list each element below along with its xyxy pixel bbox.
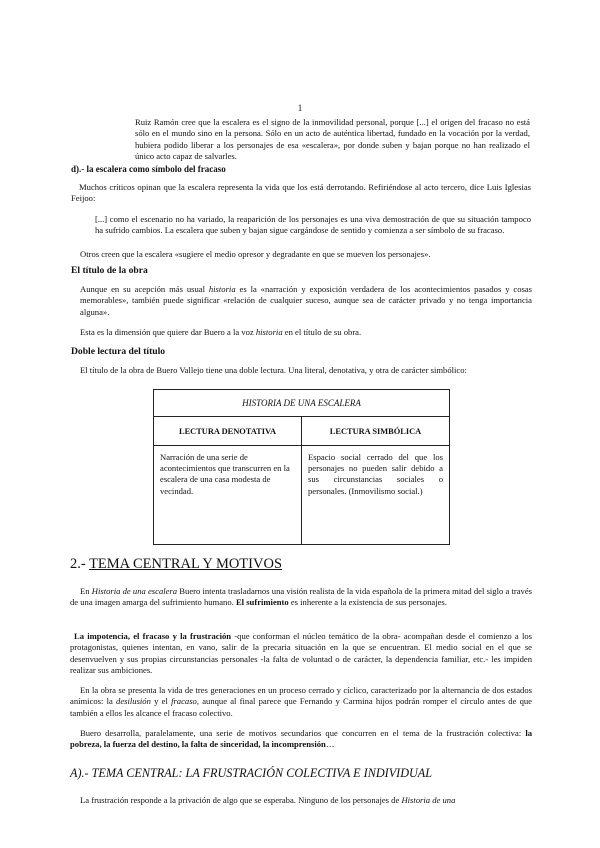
page-number: 1 <box>297 103 303 113</box>
section-heading-tema-central: 2.- TEMA CENTRAL Y MOTIVOS <box>70 556 283 572</box>
paragraph-otros: Otros creen que la escalera «sugiere el medio opresor y degradante en que se mueven los personajes». <box>80 249 431 259</box>
paragraph-generaciones: En la obra se presenta la vida de tres generaciones en un proceso cerrado y cíclico, caracterizado por la alternancia de dos estados anímicos: la desilusión y el fracaso, aunque al final parece que Fernando y Carmina hijos podrán romper el círculo antes de que también a ellos les alcance el fracaso colectivo. <box>70 685 532 718</box>
table-header-denotativa: LECTURA DENOTATIVA <box>154 417 302 446</box>
reading-table <box>153 389 450 545</box>
heading-doble-lectura: Doble lectura del título <box>71 346 166 357</box>
paragraph-dimension: Esta es la dimensión que quiere dar Buero a la voz historia en el título de su obra. <box>80 327 362 337</box>
paragraph-frustracion: La frustración responde a la privación de algo que se esperaba. Ninguno de los personajes de Historia de una <box>80 795 456 805</box>
quote-ruiz-ramon: Ruiz Ramón cree que la escalera es el signo de la inmovilidad personal, porque [...] el origen del fracaso no está sólo en el mundo sino en la persona. Sólo en un acto de auténtica libertad, fundado en la vocación por la verdad, hubiera podido liberar a los personajes de esa «escalera», por donde suben y bajan porque no han realizado el único acto capaz de salvarles. <box>135 117 530 162</box>
paragraph-motivos: Buero desarrolla, paralelamente, una serie de motivos secundarios que concurren en el tema de la frustración colectiva: la pobreza, la fuerza del destino, la falta de sinceridad, la incomprensión… <box>70 728 532 750</box>
heading-titulo-obra: El título de la obra <box>71 265 148 276</box>
subsection-heading-frustracion: A).- TEMA CENTRAL: LA FRUSTRACIÓN COLECTIVA E INDIVIDUAL <box>70 766 433 780</box>
heading-escalera-simbolo: d).- la escalera como símbolo del fracaso <box>71 164 226 174</box>
table-cell-simbolica: Espacio social cerrado del que los personajes no pueden salir debido a sus circunstancias sociales o personales. (Inmovilismo social.) <box>302 446 450 545</box>
table-cell-denotativa: Narración de una serie de acontecimientos que transcurren en la escalera de una casa modesta de vecindad. <box>154 446 302 545</box>
paragraph-acepcion: Aunque en su acepción más usual historia es la «narración y exposición verdadera de los acontecimientos pasados y cosas memorables», también puede significar «relación de cualquier suceso, aunque sea de carácter privado y no tenga importancia alguna». <box>80 284 532 317</box>
paragraph-vision-realista: En Historia de una escalera Buero intenta trasladarnos una visión realista de la vida española de la primera mitad del siglo a través de una imagen amarga del sufrimiento humano. El sufrimiento es inherente a la existencia de sus personajes. <box>70 586 532 608</box>
paragraph-criticos: Muchos críticos opinan que la escalera representa la vida que los está derrotando. Refiriéndose al acto tercero, dice Luis Iglesias Feijoo: <box>71 182 531 204</box>
table-title: HISTORIA DE UNA ESCALERA <box>154 390 450 417</box>
table-header-simbolica: LECTURA SIMBÓLICA <box>302 417 450 446</box>
paragraph-impotencia: La impotencia, el fracaso y la frustración -que conforman el núcleo temático de la obra- acompañan desde el comienzo a los protagonistas, quienes intentan, en vano, salir de la precaria situación en la que se encuentran. El medio social en el que se desenvuelven y sus propias circunstancias personales -la falta de voluntad o de carácter, la dependencia familiar, etc.- les impiden realizar sus ambiciones. <box>70 631 532 676</box>
quote-iglesias-feijoo: [...] como el escenario no ha variado, la reaparición de los personajes es una viva demostración de que su situación tampoco ha sufrido cambios. La escalera que suben y bajan sigue cargándose de sentido y comienza a ser símbolo de su fracaso. <box>95 214 531 236</box>
paragraph-doble-lectura: El título de la obra de Buero Vallejo tiene una doble lectura. Una literal, denotativa, y otra de carácter simbólico: <box>80 365 467 375</box>
